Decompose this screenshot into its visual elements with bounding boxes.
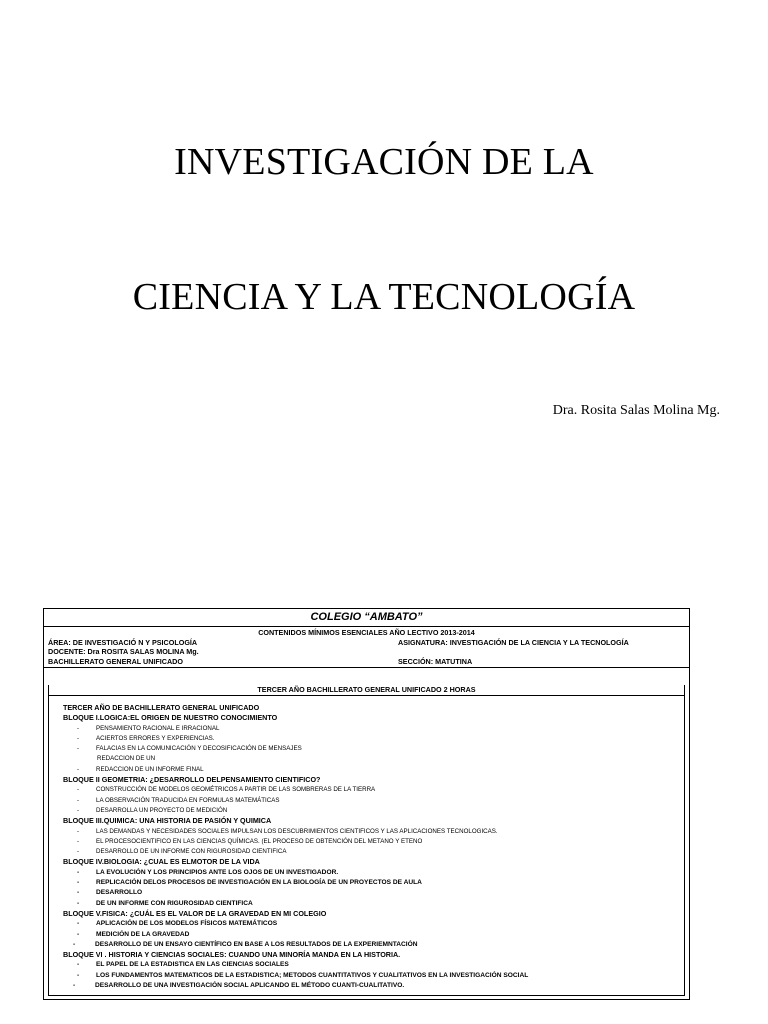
list-item: - EL PROCESOCIENTIFICO EN LAS CIENCIAS QUÍMICAS. (EL PROCESO DE OBTENCIÓN DEL METANO Y ETENO	[77, 837, 423, 845]
list-item: - REPLICACIÓN DELOS PROCESOS DE INVESTIGACIÓN EN LA BIOLOGÍA DE UN PROYECTOS DE AULA	[77, 879, 422, 887]
block-heading: BLOQUE VI . HISTORIA Y CIENCIAS SOCIALES: CUANDO UNA MINORÍA MANDA EN LA HISTORIA.	[63, 950, 401, 960]
document-title-line-2: CIENCIA Y LA TECNOLOGÍA	[132, 276, 636, 318]
list-item: - FALACIAS EN LA COMUNICACIÓN Y DECOSIFICACIÓN DE MENSAJES	[77, 745, 302, 753]
list-item: - LA EVOLUCIÓN Y LOS PRINCIPIOS ANTE LOS OJOS DE UN INVESTIGADOR.	[77, 868, 339, 876]
list-item: - LAS DEMANDAS Y NECESIDADES SOCIALES IMPULSAN LOS DESCUBRIMIENTOS CIENTIFICOS Y LAS APLICACIONES TECNOLOGICAS.	[77, 827, 498, 835]
list-item: - DESARROLLA UN PROYECTO DE MEDICIÓN	[77, 806, 228, 814]
block-heading: BLOQUE I.LOGICA:EL ORIGEN DE NUESTRO CONOCIMIENTO	[63, 713, 278, 723]
list-item: - LA OBSERVACIÓN TRADUCIDA EN FORMULAS MATEMÁTICAS	[77, 796, 280, 804]
section-label: SECCIÓN: MATUTINA	[398, 656, 473, 666]
content-cell	[48, 685, 685, 996]
list-item: - EL PAPEL DE LA ESTADISTICA EN LAS CIENCIAS SOCIALES	[77, 961, 289, 969]
syllabus-subtitle: CONTENIDOS MÍNIMOS ESENCIALES AÑO LECTIVO 2013-2014	[258, 628, 475, 637]
block-heading: BLOQUE III.QUIMICA: UNA HISTORIA DE PASIÓN Y QUIMICA	[63, 816, 272, 826]
list-item: - REDACCION DE UN INFORME FINAL	[77, 765, 204, 773]
content-list	[63, 703, 682, 991]
list-item: - DE UN INFORME CON RIGUROSIDAD CIENTIFICA	[77, 899, 253, 907]
list-item: - PENSAMIENTO RACIONAL E IRRACIONAL	[77, 724, 220, 732]
block-heading: BLOQUE IV.BIOLOGIA: ¿CUAL ES ELMOTOR DE LA VIDA	[63, 857, 260, 867]
list-item: - DESARROLLO DE UN INFORME CON RIGUROSIDAD CIENTIFICA	[77, 848, 287, 856]
list-item: - CONSTRUCCIÓN DE MODELOS GEOMÉTRICOS A PARTIR DE LAS SOMBRERAS DE LA TIERRA	[77, 786, 376, 794]
syllabus-header	[44, 627, 689, 668]
area-label: ÁREA: DE INVESTIGACIÓ N Y PSICOLOGÍA	[48, 637, 198, 647]
list-item: - APLICACIÓN DE LOS MODELOS FÍSICOS MATEMÁTICOS	[77, 920, 278, 928]
block-heading: BLOQUE II GEOMETRIA: ¿DESARROLLO DELPENSAMIENTO CIENTIFICO?	[63, 775, 321, 785]
document-title-line-1: INVESTIGACIÓN DE LA	[174, 141, 594, 183]
teacher-label: DOCENTE: Dra ROSITA SALAS MOLINA Mg.	[48, 647, 199, 656]
list-item: REDACCION DE UN	[97, 755, 156, 763]
author-name: Dra. Rosita Salas Molina Mg.	[552, 403, 720, 418]
course-heading: TERCER AÑO DE BACHILLERATO GENERAL UNIFICADO	[63, 703, 260, 712]
list-item: - DESARROLLO DE UN ENSAYO CIENTÍFICO EN BASE A LOS RESULTADOS DE LA EXPERIEMNTACIÓN	[73, 940, 418, 948]
school-name: COLEGIO “AMBATO”	[44, 609, 689, 627]
program-label: BACHILLERATO GENERAL UNIFICADO	[48, 656, 183, 666]
list-item: - ACIERTOS ERRORES Y EXPERIENCIAS.	[77, 734, 215, 742]
subject-label: ASIGNATURA: INVESTIGACIÓN DE LA CIENCIA Y LA TECNOLOGÍA	[398, 637, 629, 647]
list-item: - LOS FUNDAMENTOS MATEMATICOS DE LA ESTADISTICA; METODOS CUANTITATIVOS Y CUALITATIVOS EN LA INVESTIGACIÓN SOCIAL	[77, 971, 529, 979]
syllabus-table	[43, 608, 690, 1000]
block-heading: BLOQUE V.FISICA: ¿CUÁL ES EL VALOR DE LA GRAVEDAD EN MI COLEGIO	[63, 908, 327, 918]
list-item: - DESARROLLO DE UNA INVESTIGACIÓN SOCIAL APLICANDO EL MÉTODO CUANTI-CUALITATIVO.	[73, 982, 405, 990]
list-item: - MEDICIÓN DE LA GRAVEDAD	[77, 930, 190, 938]
content-cell-header: TERCER AÑO BACHILLERATO GENERAL UNIFICADO 2 HORAS	[49, 685, 684, 696]
list-item: - DESARROLLO	[77, 889, 143, 897]
